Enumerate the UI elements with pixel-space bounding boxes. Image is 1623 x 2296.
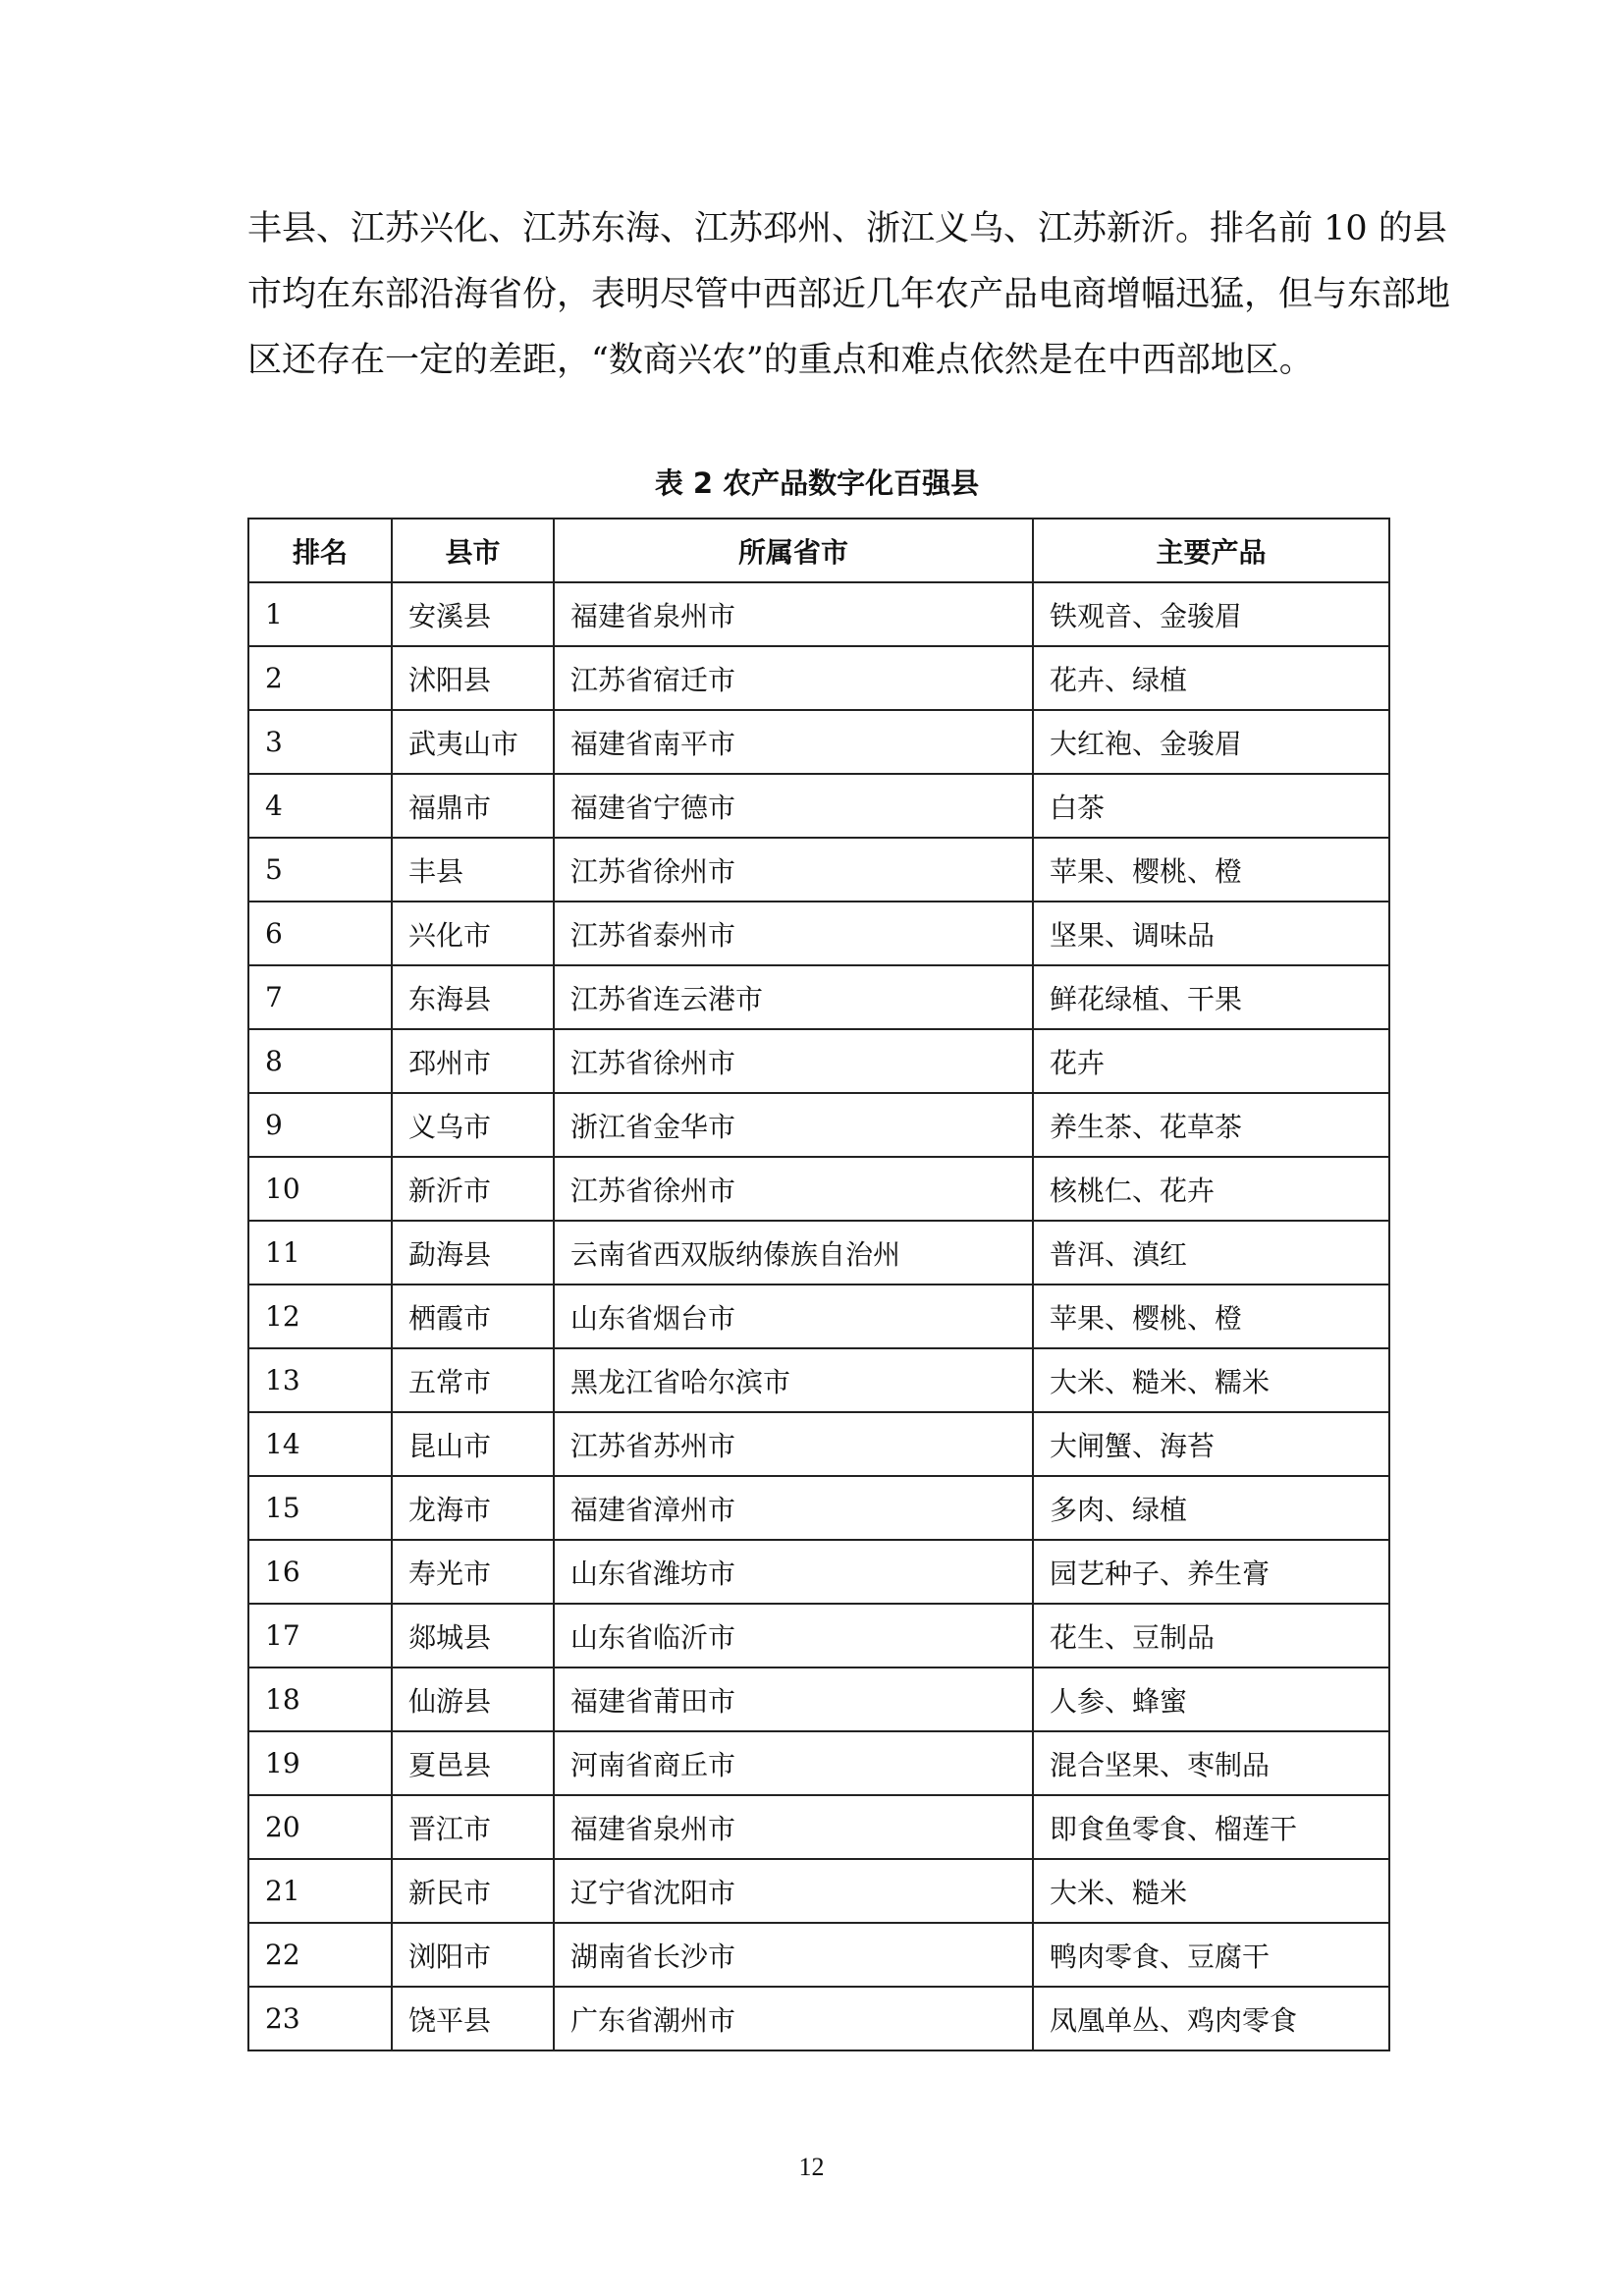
cell-main-products: 养生茶、花草茶	[1033, 1093, 1389, 1157]
cell-rank: 23	[248, 1987, 392, 2050]
cell-rank: 18	[248, 1667, 392, 1731]
table-header-row	[248, 519, 1389, 582]
cell-province-city: 黑龙江省哈尔滨市	[554, 1348, 1033, 1412]
cell-rank: 21	[248, 1859, 392, 1923]
cell-county: 武夷山市	[392, 710, 554, 774]
cell-province-city: 江苏省徐州市	[554, 1157, 1033, 1221]
cell-main-products: 普洱、滇红	[1033, 1221, 1389, 1285]
cell-main-products: 苹果、樱桃、橙	[1033, 838, 1389, 902]
cell-rank: 22	[248, 1923, 392, 1987]
cell-county: 郯城县	[392, 1604, 554, 1667]
cell-county: 浏阳市	[392, 1923, 554, 1987]
cell-rank: 20	[248, 1795, 392, 1859]
cell-main-products: 园艺种子、养生膏	[1033, 1540, 1389, 1604]
cell-main-products: 大红袍、金骏眉	[1033, 710, 1389, 774]
table-row	[248, 710, 1389, 774]
cell-county: 兴化市	[392, 902, 554, 965]
cell-rank: 10	[248, 1157, 392, 1221]
table-row	[248, 1285, 1389, 1348]
cell-province-city: 福建省泉州市	[554, 1795, 1033, 1859]
table-row	[248, 646, 1389, 710]
cell-rank: 6	[248, 902, 392, 965]
cell-county: 义乌市	[392, 1093, 554, 1157]
cell-province-city: 江苏省连云港市	[554, 965, 1033, 1029]
cell-rank: 16	[248, 1540, 392, 1604]
cell-county: 饶平县	[392, 1987, 554, 2050]
cell-rank: 15	[248, 1476, 392, 1540]
cell-province-city: 福建省南平市	[554, 710, 1033, 774]
page-number: 12	[798, 2153, 825, 2181]
cell-county: 福鼎市	[392, 774, 554, 838]
paragraph-line: 市均在东部沿海省份，表明尽管中西部近几年农产品电商增幅迅猛，但与东部地	[247, 275, 1451, 314]
table-row	[248, 774, 1389, 838]
cell-province-city: 山东省潍坊市	[554, 1540, 1033, 1604]
cell-county: 晋江市	[392, 1795, 554, 1859]
cell-main-products: 铁观音、金骏眉	[1033, 582, 1389, 646]
cell-province-city: 江苏省徐州市	[554, 838, 1033, 902]
cell-main-products: 大米、糙米、糯米	[1033, 1348, 1389, 1412]
cell-province-city: 浙江省金华市	[554, 1093, 1033, 1157]
table-row	[248, 1540, 1389, 1604]
cell-county: 沭阳县	[392, 646, 554, 710]
cell-main-products: 坚果、调味品	[1033, 902, 1389, 965]
cell-rank: 12	[248, 1285, 392, 1348]
cell-province-city: 云南省西双版纳傣族自治州	[554, 1221, 1033, 1285]
cell-rank: 2	[248, 646, 392, 710]
cell-province-city: 河南省商丘市	[554, 1731, 1033, 1795]
table-row	[248, 1476, 1389, 1540]
cell-county: 夏邑县	[392, 1731, 554, 1795]
county-ranking-table	[247, 518, 1390, 2051]
cell-rank: 4	[248, 774, 392, 838]
cell-province-city: 福建省宁德市	[554, 774, 1033, 838]
cell-province-city: 江苏省宿迁市	[554, 646, 1033, 710]
header-county: 县市	[392, 519, 554, 582]
table-body	[248, 582, 1389, 2050]
cell-rank: 9	[248, 1093, 392, 1157]
cell-county: 仙游县	[392, 1667, 554, 1731]
cell-main-products: 人参、蜂蜜	[1033, 1667, 1389, 1731]
cell-rank: 5	[248, 838, 392, 902]
header-province-city: 所属省市	[554, 519, 1033, 582]
cell-county: 昆山市	[392, 1412, 554, 1476]
cell-rank: 1	[248, 582, 392, 646]
cell-province-city: 江苏省徐州市	[554, 1029, 1033, 1093]
cell-province-city: 山东省烟台市	[554, 1285, 1033, 1348]
cell-main-products: 花卉、绿植	[1033, 646, 1389, 710]
cell-county: 丰县	[392, 838, 554, 902]
table-row	[248, 838, 1389, 902]
cell-county: 栖霞市	[392, 1285, 554, 1348]
paragraph-line: 区还存在一定的差距，“数商兴农”的重点和难点依然是在中西部地区。	[247, 341, 1314, 380]
table-row	[248, 1412, 1389, 1476]
cell-main-products: 多肉、绿植	[1033, 1476, 1389, 1540]
header-rank: 排名	[248, 519, 392, 582]
table-row	[248, 1795, 1389, 1859]
cell-rank: 3	[248, 710, 392, 774]
cell-county: 邳州市	[392, 1029, 554, 1093]
cell-main-products: 鲜花绿植、干果	[1033, 965, 1389, 1029]
table-row	[248, 1093, 1389, 1157]
cell-county: 寿光市	[392, 1540, 554, 1604]
table-row	[248, 1667, 1389, 1731]
cell-main-products: 即食鱼零食、榴莲干	[1033, 1795, 1389, 1859]
table-row	[248, 1157, 1389, 1221]
body-paragraph	[247, 196, 1451, 394]
cell-main-products: 白茶	[1033, 774, 1389, 838]
table-row	[248, 1859, 1389, 1923]
paragraph-line: 丰县、江苏兴化、江苏东海、江苏邳州、浙江义乌、江苏新沂。排名前 10 的县	[247, 209, 1447, 248]
cell-province-city: 辽宁省沈阳市	[554, 1859, 1033, 1923]
table-row	[248, 1029, 1389, 1093]
cell-rank: 17	[248, 1604, 392, 1667]
table-row	[248, 1731, 1389, 1795]
cell-county: 新沂市	[392, 1157, 554, 1221]
cell-rank: 13	[248, 1348, 392, 1412]
cell-main-products: 苹果、樱桃、橙	[1033, 1285, 1389, 1348]
table-row	[248, 1604, 1389, 1667]
cell-main-products: 大闸蟹、海苔	[1033, 1412, 1389, 1476]
cell-rank: 14	[248, 1412, 392, 1476]
table-row	[248, 1348, 1389, 1412]
cell-province-city: 湖南省长沙市	[554, 1923, 1033, 1987]
table-row	[248, 582, 1389, 646]
cell-province-city: 福建省漳州市	[554, 1476, 1033, 1540]
cell-main-products: 大米、糙米	[1033, 1859, 1389, 1923]
cell-province-city: 福建省泉州市	[554, 582, 1033, 646]
table-row	[248, 1923, 1389, 1987]
cell-rank: 7	[248, 965, 392, 1029]
cell-county: 五常市	[392, 1348, 554, 1412]
cell-county: 东海县	[392, 965, 554, 1029]
cell-main-products: 核桃仁、花卉	[1033, 1157, 1389, 1221]
cell-main-products: 凤凰单丛、鸡肉零食	[1033, 1987, 1389, 2050]
table-row	[248, 902, 1389, 965]
header-main-products: 主要产品	[1033, 519, 1389, 582]
cell-main-products: 花卉	[1033, 1029, 1389, 1093]
cell-county: 新民市	[392, 1859, 554, 1923]
table-caption: 表 2 农产品数字化百强县	[654, 466, 980, 500]
cell-rank: 19	[248, 1731, 392, 1795]
cell-province-city: 江苏省苏州市	[554, 1412, 1033, 1476]
table-row	[248, 1221, 1389, 1285]
cell-rank: 11	[248, 1221, 392, 1285]
cell-province-city: 山东省临沂市	[554, 1604, 1033, 1667]
cell-county: 龙海市	[392, 1476, 554, 1540]
cell-main-products: 花生、豆制品	[1033, 1604, 1389, 1667]
table-row	[248, 1987, 1389, 2050]
cell-rank: 8	[248, 1029, 392, 1093]
cell-county: 安溪县	[392, 582, 554, 646]
cell-main-products: 鸭肉零食、豆腐干	[1033, 1923, 1389, 1987]
cell-province-city: 福建省莆田市	[554, 1667, 1033, 1731]
cell-province-city: 江苏省泰州市	[554, 902, 1033, 965]
cell-province-city: 广东省潮州市	[554, 1987, 1033, 2050]
cell-main-products: 混合坚果、枣制品	[1033, 1731, 1389, 1795]
cell-county: 勐海县	[392, 1221, 554, 1285]
table-row	[248, 965, 1389, 1029]
